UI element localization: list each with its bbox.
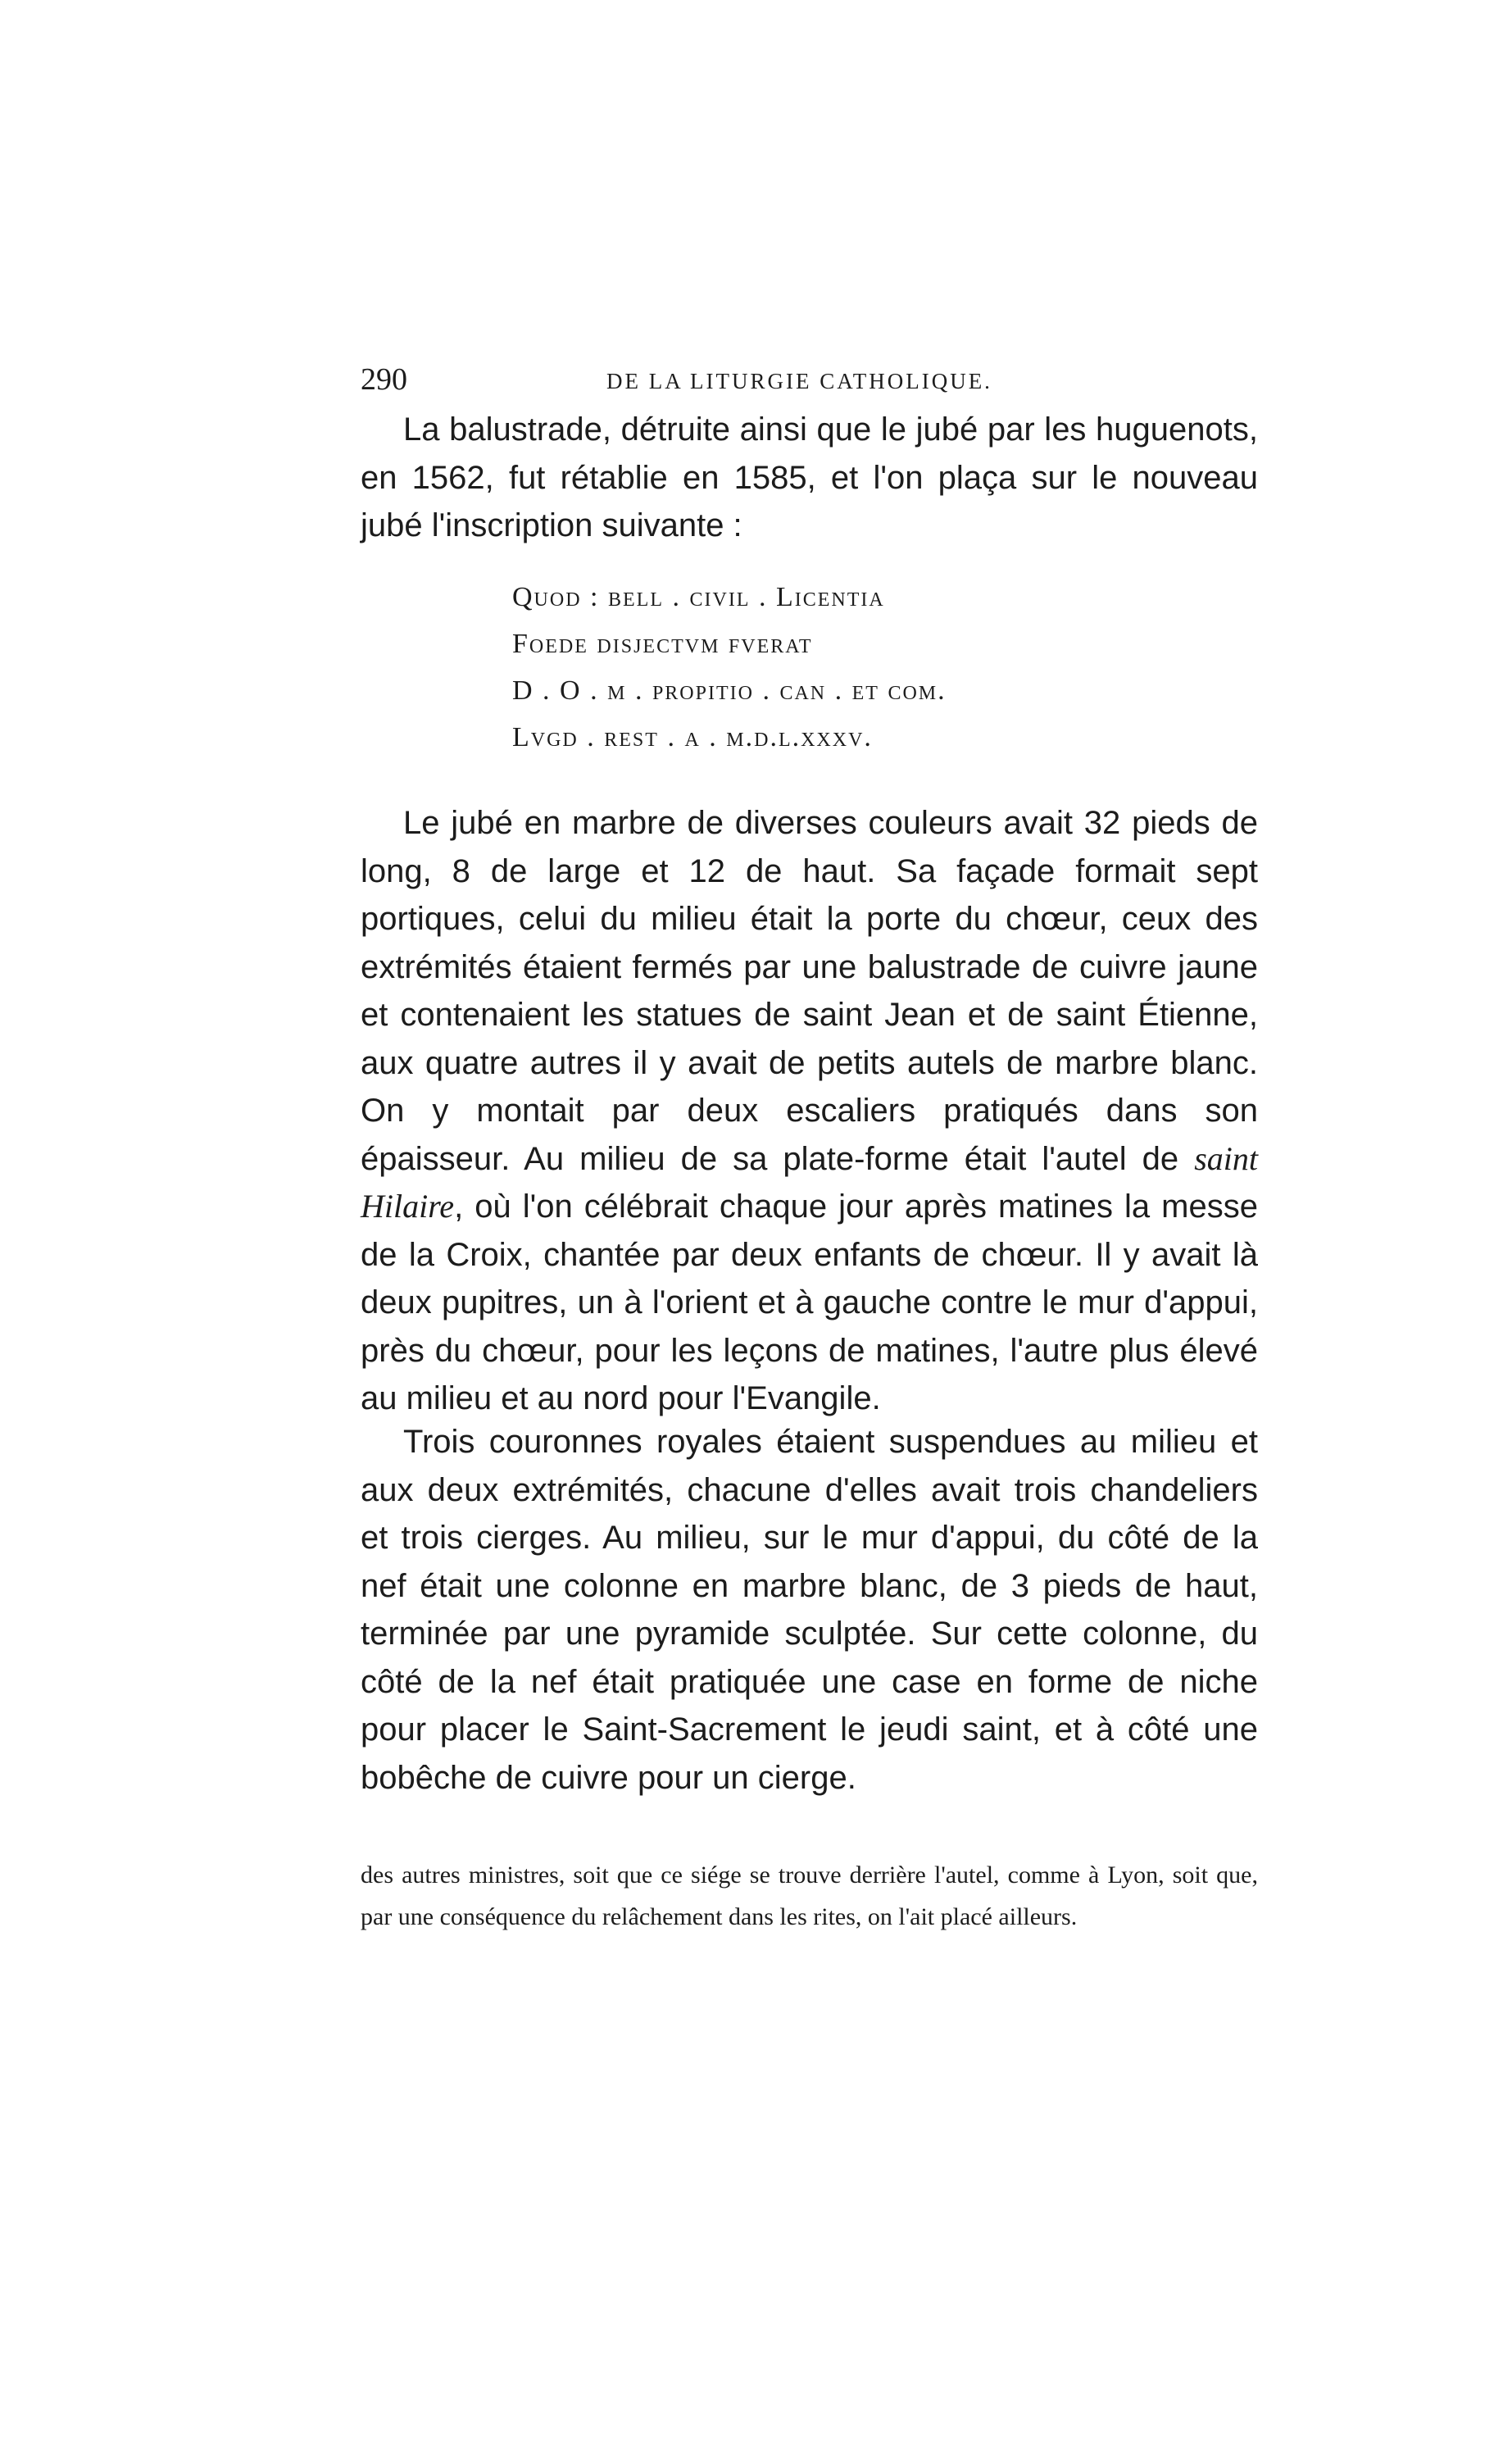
page-header (361, 359, 1295, 400)
latin-inscription (512, 574, 1250, 761)
inscription-line-4: Lvgd . rest . a . m.d.l.xxxv. (512, 722, 873, 752)
page-number: 290 (361, 362, 407, 397)
paragraph-2-text-a: Le jubé en marbre de diverses couleurs avait 32 pieds de long, 8 de large et 12 de haut. Sa façade formait sept portiques, celui du milieu était la porte du chœur, ceux des extrémités étaient fermés par une balustrade de cuivre jaune et contenaient les statues de saint Jean et de saint Étienne, aux quatre autres il y avait de petits autels de marbre blanc. On y montait par deux escaliers pratiqués dans son épaisseur. Au milieu de sa plate-forme était l'autel de (361, 805, 1258, 1177)
paragraph-2-text-b: , où l'on célébrait chaque jour après matines la messe de la Croix, chantée par deux enfants de chœur. Il y avait là deux pupitres, un à l'orient et à gauche contre le mur d'appui, près du chœur, pour les leçons de matines, l'autre plus élevé au milieu et au nord pour l'Evangile. (361, 1189, 1258, 1416)
paragraph-2 (361, 799, 1258, 1423)
paragraph-3: Trois couronnes royales étaient suspendues au milieu et aux deux extrémités, chacune d'elles avait trois chandeliers et trois cierges. Au milieu, sur le mur d'appui, du côté de la nef était une colonne en marbre blanc, de 3 pieds de haut, terminée par une pyramide sculptée. Sur cette colonne, du côté de la nef était pratiquée une case en forme de niche pour placer le Saint-Sacrement le jeudi saint, et à côté une bobêche de cuivre pour un cierge. (361, 1424, 1258, 1796)
paragraph-1: La balustrade, détruite ainsi que le jubé par les huguenots, en 1562, fut rétablie en 1585, et l'on plaça sur le nouveau jubé l'inscription suivante : (361, 411, 1258, 543)
inscription-line-3: D . O . m . propitio . can . et com. (512, 675, 947, 706)
running-head: DE LA LITURGIE CATHOLIQUE. (606, 369, 992, 393)
inscription-line-2: Foede disjectvm fverat (512, 629, 813, 659)
inscription-line-1: Quod : bell . civil . Licentia (512, 582, 885, 612)
footnote: des autres ministres, soit que ce siége se trouve derrière l'autel, comme à Lyon, soit que, par une conséquence du relâchement dans les rites, on l'ait placé ailleurs. (361, 1861, 1258, 1930)
paragraph-2-italic: saint Hilaire (361, 1139, 1258, 1225)
